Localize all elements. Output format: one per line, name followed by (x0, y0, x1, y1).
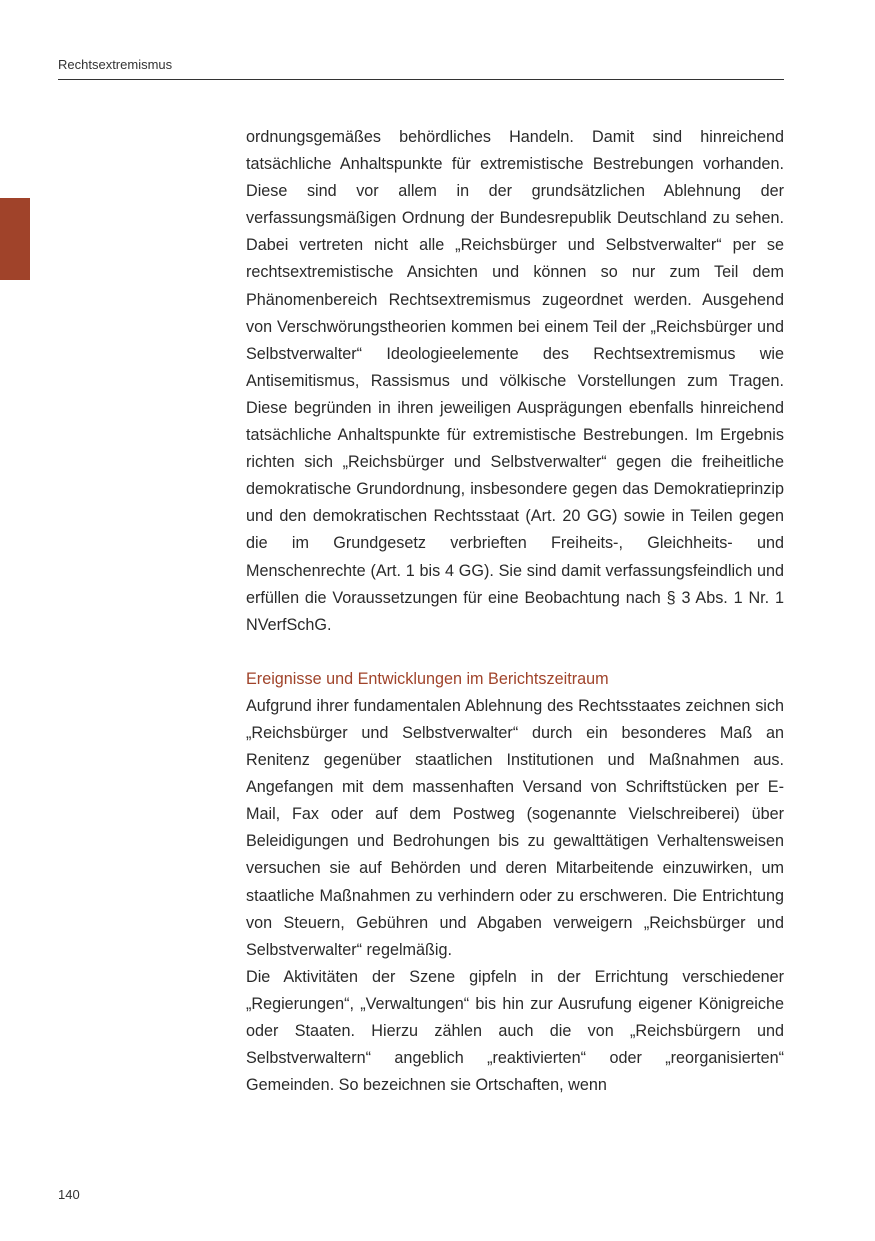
section-heading: Ereignisse und Entwicklungen im Berichtszeitraum (246, 669, 609, 688)
running-header-title: Rechtsextremismus (58, 57, 173, 72)
main-text-column (246, 124, 784, 1099)
page-number: 140 (58, 1187, 80, 1202)
header-rule (58, 79, 784, 80)
body-paragraph: ordnungsgemäßes behördliches Handeln. Damit sind hinreichend tatsächliche Anhaltspunkte für extremistische Bestrebungen vorhanden. Diese sind vor allem in der grundsätzlichen Ablehnung der verfassungsmäßigen Ordnung der Bundesrepublik Deutschland zu sehen. Dabei vertreten nicht alle „Reichsbürger und Selbstverwalter“ per se rechtsextremistische Ansichten und können so nur zum Teil dem Phänomenbereich Rechtsextremismus zugeordnet werden. Ausgehend von Verschwörungstheorien kommen bei einem Teil der „Reichsbürger und Selbstverwalter“ Ideologieelemente des Rechtsextremismus wie Antisemitismus, Rassismus und völkische Vorstellungen zum Tragen. Diese begründen in ihren jeweiligen Ausprägungen ebenfalls hinreichend tatsächliche Anhaltspunkte für extremistische Bestrebungen. Im Ergebnis richten sich „Reichsbürger und Selbstverwalter“ gegen die freiheitliche demokratische Grundordnung, insbesondere gegen das Demokratieprinzip und den demokratischen Rechtsstaat (Art. 20 GG) sowie in Teilen gegen die im Grundgesetz verbrieften Freiheits-, Gleichheits- und Menschenrechte (Art. 1 bis 4 GG). Sie sind damit verfassungsfeindlich und erfüllen die Voraussetzungen für eine Beobachtung nach § 3 Abs. 1 Nr. 1 NVerfSchG. (246, 128, 784, 634)
body-paragraph: Die Aktivitäten der Szene gipfeln in der Errichtung verschiedener „Regierungen“, „Verwaltungen“ bis hin zur Ausrufung eigener Königreiche oder Staaten. Hierzu zählen auch die von „Reichsbürgern und Selbstverwaltern“ angeblich „reaktivierten“ oder „reorganisierten“ Gemeinden. So bezeichnen sie Ortschaften, wenn (246, 967, 784, 1095)
chapter-marker-tab (0, 198, 30, 280)
body-paragraph: Aufgrund ihrer fundamentalen Ablehnung des Rechtsstaates zeichnen sich „Reichsbürger und Selbstverwalter“ durch ein besonderes Maß an Renitenz gegenüber staatlichen Institutionen und Maßnahmen aus. Angefangen mit dem massenhaften Versand von Schriftstücken per E-Mail, Fax oder auf dem Postweg (sogenannte Vielschreiberei) über Beleidigungen und Bedrohungen bis zu gewalttätigen Verhaltensweisen versuchen sie auf Behörden und deren Mitarbeitende einzuwirken, um staatliche Maßnahmen zu verhindern oder zu erschweren. Die Entrichtung von Steuern, Gebühren und Abgaben verweigern „Reichsbürger und Selbstverwalter“ regelmäßig. (246, 696, 784, 959)
